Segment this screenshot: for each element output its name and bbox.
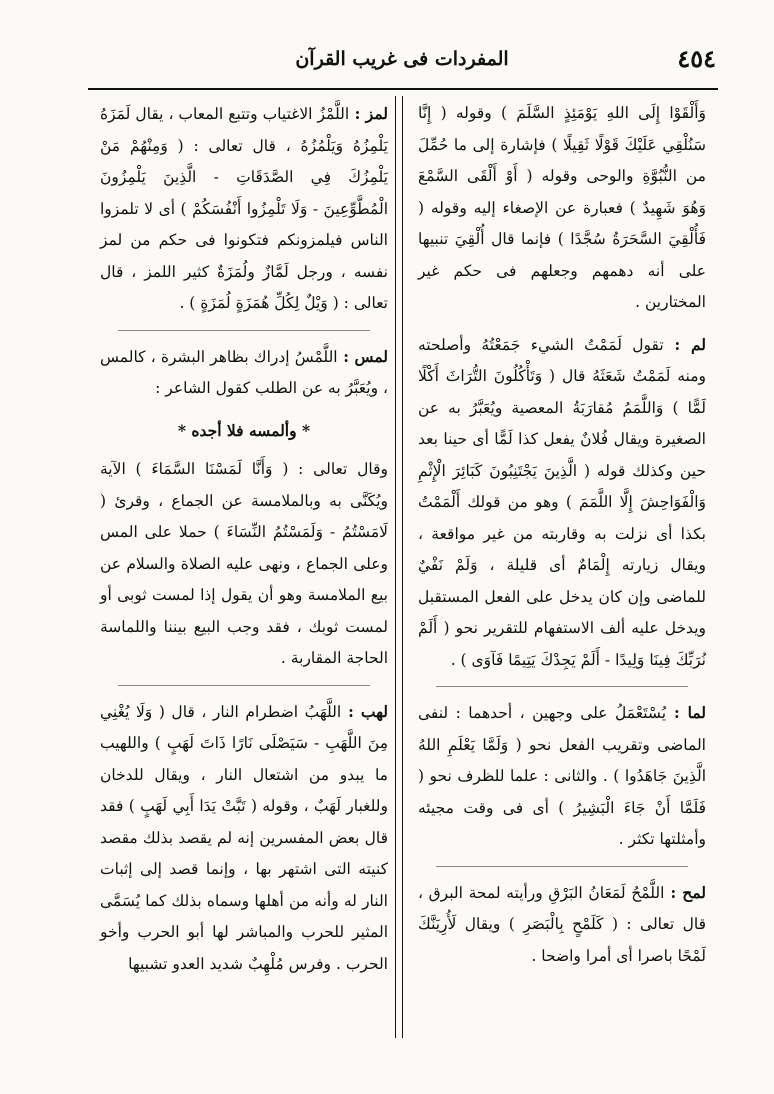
entry-text: يُسْتَعْمَلُ على وجهين ، أحدهما : لنفى الماضى وتقريب الفعل نحو ( وَلَمَّا يَعْلَمِ اللهُ الَّذِينَ جَاهَدُوا ) . والثانى : علما للظرف نحو ( فَلَمَّا أَنْ جَاءَ الْبَشِيرُ ) أى فى وقت مجيئه وأمثلتها تكثر . <box>418 704 706 848</box>
right-column <box>418 98 706 982</box>
entry-lams-continued <box>100 454 388 675</box>
entry-lamh <box>418 877 706 973</box>
entry-headword: لمح : <box>664 882 706 902</box>
entry-separator <box>436 866 688 867</box>
page-header <box>88 44 716 84</box>
entry-continuation <box>418 98 706 319</box>
entry-headword: لما : <box>666 703 707 722</box>
entry-text: اللَّمْزُ الاغتياب وتتبع المعاب ، يقال لَمَزَهُ يَلْمِزُهُ وَيَلْمُزُهُ ، قال تعالى : ( وَمِنْهُمْ مَنْ يَلْمِزُكَ فِي الصَّدَقَاتِ - الَّذِينَ يَلْمِزُونَ الْمُطَّوِّعِينَ - وَلَا تَلْمِزُوا أَنْفُسَكُمْ ) أى لا تلمزوا الناس فيلمزونكم فتكونوا فى حكم من لمز نفسه ، ورجل لَمَّازٌ ولُمَزَةٌ كثير اللمز ، قال تعالى : ( وَيْلٌ لِكُلِّ هُمَزَةٍ لُمَزَةٍ ) . <box>100 105 388 312</box>
entry-text: اللَّمْسُ إدراك بظاهر البشرة ، كالمس ، ويُعَبَّرُ به عن الطلب كقول الشاعر : <box>100 347 388 397</box>
entry-lamma <box>418 697 706 856</box>
entry-text: تقول لَمَمْتُ الشيء جَمَعْتُهُ وأصلحته ومنه لَمَمْتُ شَعَثَهُ قال ( وَتَأْكُلُونَ التُّرَاثَ أَكْلًا لَمًّا ) وَاللَّمَمُ مُقارَبَةُ المعصية ويُعَبَّرُ به عن الصغيرة ويقال فُلانٌ يفعل كذا لَمًّا أى حينا بعد حين وكذلك قوله ( الَّذِينَ يَجْتَنِبُونَ كَبَائِرَ الْإِثْمِ وَالْفَوَاحِشَ إِلَّا اللَّمَمَ ) وهو من قولك أَلْمَمْتُ بكذا أى نزلت به وقاربته من غير مواقعة ، ويقال زيارته إِلْمَامٌ أى قليلة ، وَلَمْ نَفْيٌ للماضى وإن كان يدخل على الفعل المستقبل ويدخل عليه ألف الاستفهام للتقرير نحو ( أَلَمْ نُرَبِّكَ فِينَا وَلِيدًا - أَلَمْ يَجِدْكَ يَتِيمًا فَآوَى ) . <box>418 335 706 669</box>
entry-text: اللَّهَبُ اضطرام النار ، قال ( وَلَا يُغْنِي مِنَ اللَّهَبِ - سَيَصْلَى نَارًا ذَاتَ لَهَبٍ ) واللهيب ما يبدو من اشتعال النار ، ويقال للدخان وللغبار لَهَبٌ ، وقوله ( تَبَّتْ يَدَا أَبِي لَهَبٍ ) فقد قال بعض المفسرين إنه لم يقصد بذلك مقصد كنيته التى اشتهر بها ، وإنما قصد إلى إثبات النار له وأنه من أهلها وسماه بذلك كما يُسَمَّى المثير للحرب والمباشر لها أبو الحرب وأخو الحرب . وفرس مُلْهِبٌ شديد العدو تشبيها <box>100 702 388 973</box>
page-number: ٤٥٤ <box>677 44 716 73</box>
entry-separator <box>118 330 370 331</box>
entry-separator <box>436 686 688 687</box>
entry-headword: لم : <box>663 334 706 354</box>
entry-text: وقال تعالى : ( وَأَنَّا لَمَسْنَا السَّمَاءَ ) الآية ويُكَنَّى به وبالملامسة عن الجماع ، وقرئ ( لَامَسْتُمُ - وَلَمَسْتُمُ النِّسَاءَ ) حملا على المس وعلى الجماع ، ونهى عليه الصلاة والسلام عن بيع الملامسة وهو أن يقول إذا لمست ثوبى أو لمست ثوبك ، فقد وجب البيع بيننا واللماسة الحاجة المقاربة . <box>100 460 388 667</box>
left-column <box>100 98 388 990</box>
entry-text: اللَّمْحُ لَمَعَانُ البَرْقِ ورأيته لمحة البرق ، قال تعالى : ( كَلَمْحٍ بِالْبَصَرِ ) ويقال لَأُرِيَنَّكَ لَمْحًا باصرا أى أمرا واضحا . <box>418 883 706 965</box>
entry-text: وَأَلْقَوْا إِلَى اللهِ يَوْمَئِذٍ السَّلَمَ ) وقوله ( إِنَّا سَنُلْقِي عَلَيْكَ قَوْلًا ثَقِيلًا ) فإشارة إلى ما حُمِّلَ من النُّبُوَّةِ والوحى وقوله ( أَوْ أَلْقَى السَّمْعَ وَهُوَ شَهِيدٌ ) فعبارة عن الإصغاء إليه وقوله ( فَأُلْقِيَ السَّحَرَةُ سُجَّدًا ) فإنما قال أُلْقِيَ تنبيها على أنه دهمهم وجعلهم فى حكم غير المختارين . <box>418 104 706 311</box>
column-divider <box>395 96 403 1038</box>
entry-headword: لمز : <box>349 104 389 123</box>
entry-lams <box>100 341 388 405</box>
entry-lahab <box>100 696 388 981</box>
entry-separator <box>118 685 370 686</box>
entry-lam <box>418 329 706 677</box>
poetry-verse: * وألمسه فلا أجده * <box>177 420 311 440</box>
entry-headword: لهب : <box>341 701 388 721</box>
entry-lamz <box>100 98 388 320</box>
running-title: المفردات فى غريب القرآن <box>295 48 509 70</box>
header-rule <box>88 88 718 90</box>
entry-headword: لمس : <box>337 346 388 366</box>
